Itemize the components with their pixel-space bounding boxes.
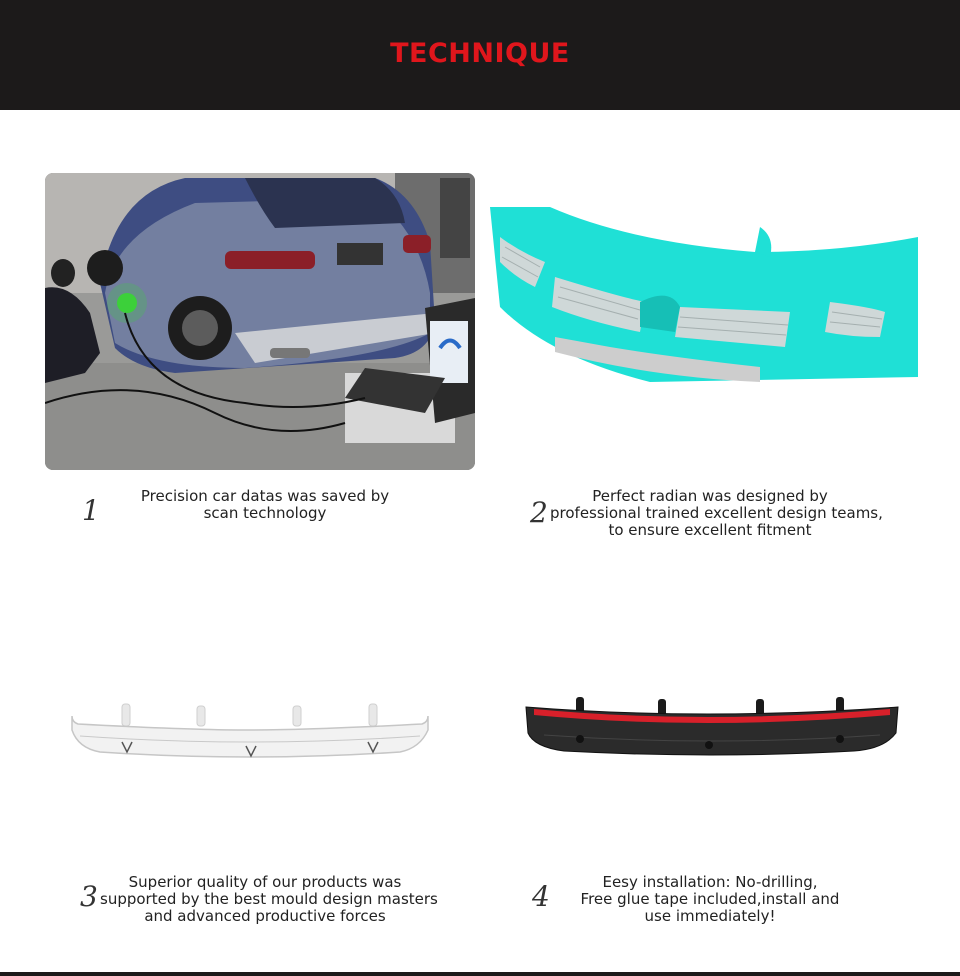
step-2-line-3: to ensure excellent fitment (608, 521, 812, 539)
step-3-number: 3 (80, 880, 98, 913)
step-1-line-1: Precision car datas was saved by (140, 487, 390, 505)
step-1-caption (130, 488, 400, 522)
white-diffuser-illustration (70, 700, 430, 770)
page-title: TECHNIQUE (390, 38, 570, 69)
step-2-line-2: professional trained excellent design teams, (550, 504, 883, 522)
step-1-line-2: scan technology (203, 504, 327, 522)
bumper-scan-illustration (490, 207, 918, 387)
bumper-scan-model (490, 207, 918, 387)
step-4-line-2: Free glue tape included,install and (580, 890, 840, 908)
scan-photo-illustration (45, 173, 475, 470)
step-2-line-1: Perfect radian was designed by (592, 487, 828, 505)
step-3-line-3: and advanced productive forces (144, 907, 386, 925)
step-3-line-2: supported by the best mould design masters (100, 890, 438, 908)
step-2-caption (550, 487, 883, 539)
step-1-number: 1 (82, 494, 100, 527)
white-diffuser-photo (70, 700, 430, 770)
step-2-number: 2 (530, 496, 548, 529)
scan-photo (45, 173, 475, 470)
step-4-number: 4 (532, 880, 550, 913)
header-banner (0, 0, 960, 110)
step-4-line-1: Eesy installation: No-drilling, (602, 873, 818, 891)
carbon-diffuser-photo (524, 695, 900, 760)
step-4-line-3: use immediately! (644, 907, 776, 925)
bottom-divider (0, 972, 960, 976)
step-3-caption (100, 873, 438, 925)
carbon-diffuser-illustration (524, 695, 900, 760)
step-4-caption (570, 874, 850, 925)
step-3-line-1: Superior quality of our products was (128, 873, 402, 891)
